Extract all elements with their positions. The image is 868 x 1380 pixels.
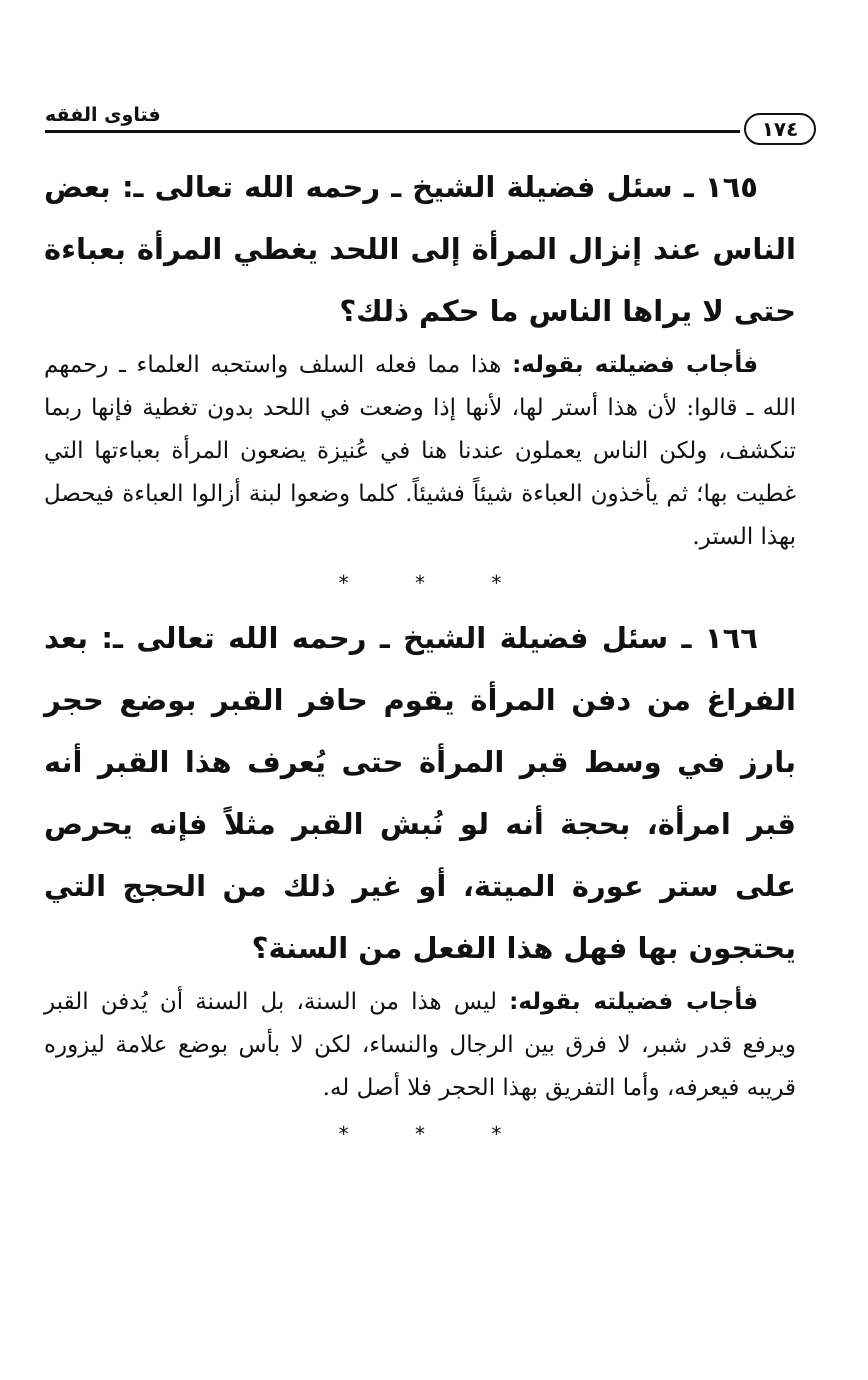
- fatwa-166-answer: [44, 981, 796, 1110]
- fatwa-166-question-text: ١٦٦ ـ سئل فضيلة الشيخ ـ رحمه الله تعالى ـ: بعد الفراغ من دفن المرأة يقوم حافر القبر بوضع حجر بارز في وسط قبر المرأة حتى يُعرف هذا القبر أنه قبر امرأة، بحجة أنه لو نُبش القبر مثلاً فإنه يحرص على ستر عورة الميتة، أو غير ذلك من الحجج التي يحتجون بها فهل هذا الفعل من السنة؟: [44, 621, 796, 965]
- section-separator: * * *: [338, 571, 532, 595]
- fatwa-166-answer-lead: فأجاب فضيلته بقوله:: [509, 989, 759, 1015]
- fatwa-165-answer-text: هذا مما فعله السلف واستحبه العلماء ـ رحمهم الله ـ قالوا: لأن هذا أستر لها، لأنها إذا وضعت في اللحد بدون تغطية فإنها ربما تنكشف، ولكن الناس يعملون عندنا هنا في عُنيزة يضعون المرأة بعباءتها التي غطيت بها؛ ثم يأخذون العباءة شيئاً فشيئاً. كلما وضعوا لبنة أزالوا العباءة فيحصل بهذا الستر.: [44, 352, 796, 550]
- running-title: فتاوى الفقه: [45, 104, 161, 126]
- header-rule: [45, 130, 740, 133]
- fatwa-165-question-text: ١٦٥ ـ سئل فضيلة الشيخ ـ رحمه الله تعالى ـ: بعض الناس عند إنزال المرأة إلى اللحد يغطي المرأة بعباءة حتى لا يراها الناس ما حكم ذلك؟: [44, 170, 796, 328]
- fatwa-165-answer-lead: فأجاب فضيلته بقوله:: [512, 352, 759, 378]
- fatwa-165-answer: [44, 344, 796, 559]
- fatwa-166-answer-text: ليس هذا من السنة، بل السنة أن يُدفن القبر ويرفع قدر شبر، لا فرق بين الرجال والنساء، لكن لا بأس بوضع علامة ليزوره قريبه فيعرفه، وأما التفريق بهذا الحجر فلا أصل له.: [44, 989, 796, 1101]
- page-header: [45, 104, 816, 140]
- page-number-badge: ١٧٤: [744, 113, 816, 145]
- section-separator: * * *: [338, 1122, 532, 1146]
- fatwa-165-question: [44, 156, 796, 342]
- fatwa-166-question: [44, 607, 796, 979]
- page-content: [44, 156, 796, 1158]
